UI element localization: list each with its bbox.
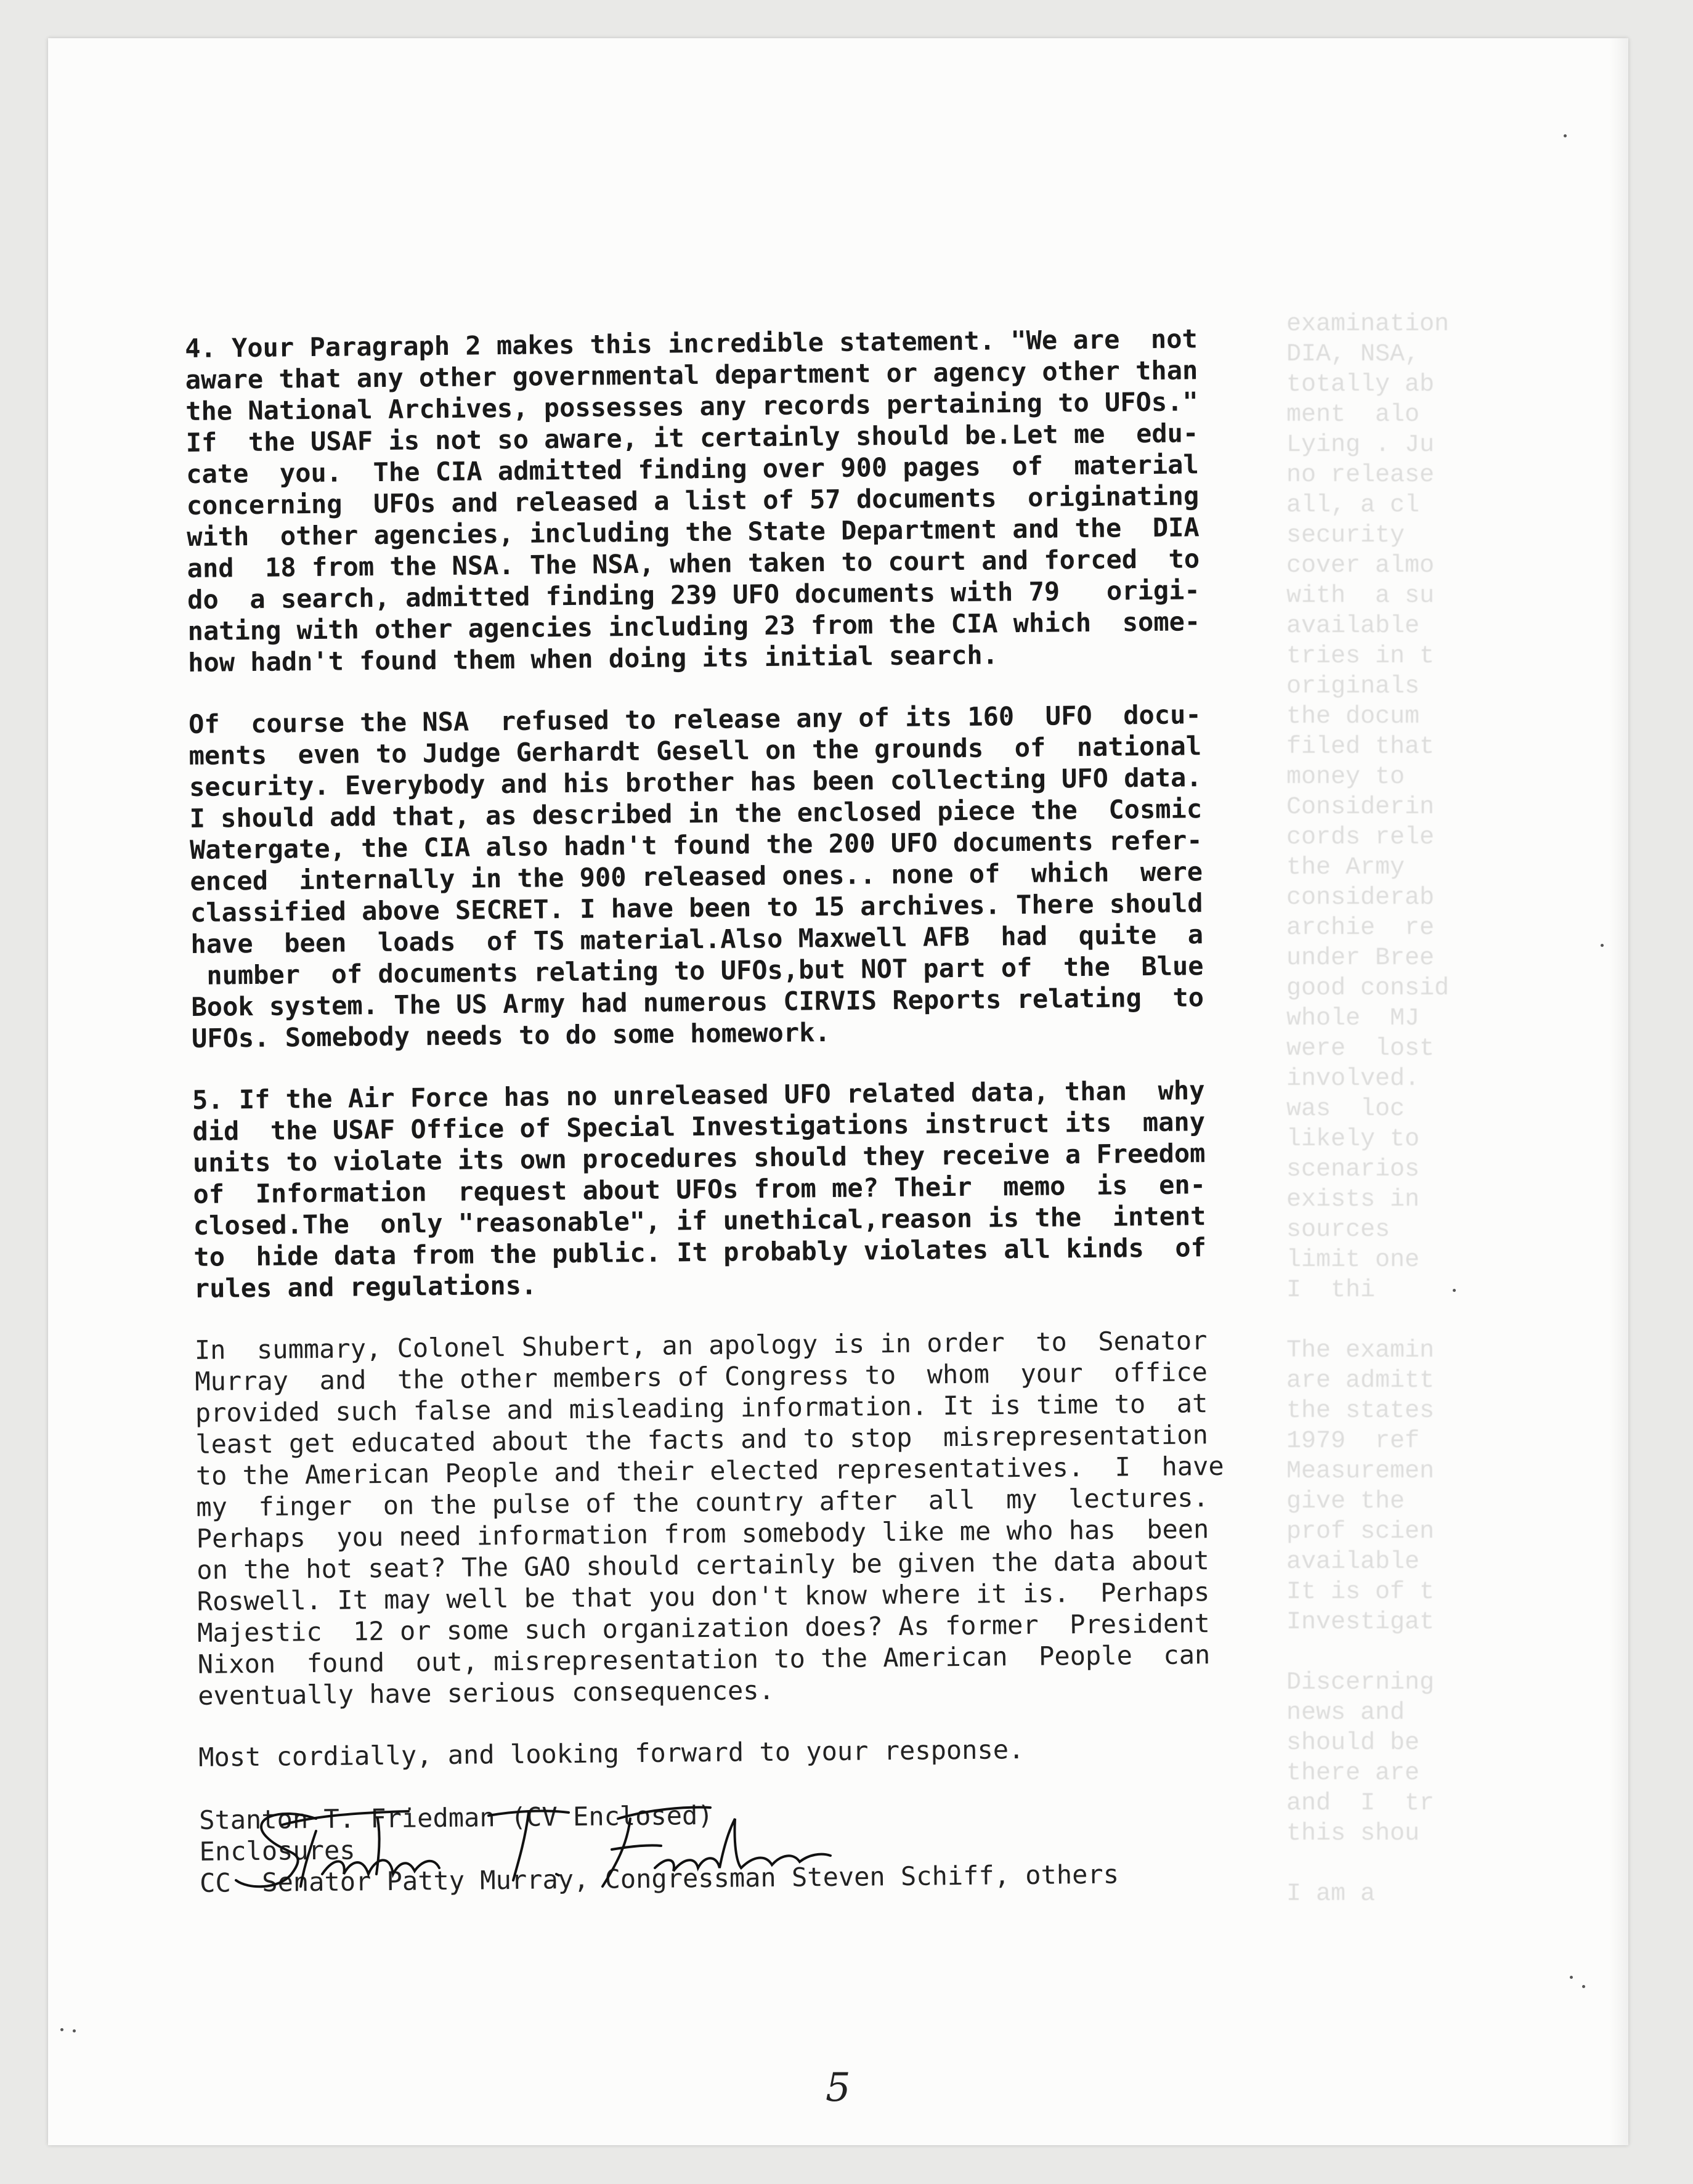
text-line: 5. If the Air Force has no unreleased UFO related data, than why	[192, 1075, 1205, 1115]
text-line: nating with other agencies including 23 from the CIA which some-	[187, 606, 1201, 646]
text-line: enced internally in the 900 released ones.. none of which were	[190, 856, 1203, 896]
text-line: least get educated about the facts and to stop misrepresentation	[195, 1419, 1209, 1459]
bleed-line: the Army	[1286, 854, 1405, 882]
bleed-line: archie re	[1286, 914, 1435, 942]
bleed-line: sources	[1286, 1216, 1391, 1244]
bleed-line: the docum	[1286, 703, 1420, 731]
text-line: do a search, admitted finding 239 UFO documents with 79 origi-	[187, 575, 1200, 615]
text-line: eventually have serious consequences.	[198, 1675, 775, 1711]
bleed-line: considerab	[1286, 884, 1435, 912]
bleed-line: I am a	[1286, 1880, 1376, 1908]
scan-speck	[60, 2028, 63, 2031]
scan-speck	[73, 2029, 76, 2032]
bleed-line: involved.	[1286, 1065, 1420, 1093]
bleed-line: good consid	[1286, 975, 1450, 1002]
text-line: how hadn't found them when doing its initial search.	[187, 639, 999, 678]
bleed-line: Lying . Ju	[1286, 431, 1435, 459]
text-line: Of course the NSA refused to release any of its 160 UFO docu-	[188, 699, 1201, 739]
page-number: 5	[826, 2065, 851, 2111]
text-line: Roswell. It may well be that you don't know where it is. Perhaps	[197, 1577, 1210, 1617]
bleed-line: DIA, NSA,	[1286, 341, 1420, 368]
text-line: UFOs. Somebody needs to do some homework.	[191, 1017, 830, 1053]
bleed-line: were lost	[1286, 1035, 1435, 1063]
text-line: number of documents relating to UFOs,but NOT part of the Blue	[190, 951, 1204, 991]
bleed-line: no release	[1286, 461, 1435, 489]
scan-speck	[1570, 1976, 1573, 1979]
cc-line: CC Senator Patty Murray, Congressman Steven Schiff, others	[199, 1859, 1119, 1898]
text-line: In summary, Colonel Shubert, an apology is in order to Senator	[194, 1325, 1208, 1365]
text-line: classified above SECRET. I have been to 15 archives. There should	[190, 888, 1203, 928]
paragraph-4	[185, 321, 1420, 678]
text-line: Majestic 12 or some such organization does? As former President	[197, 1608, 1211, 1648]
bleed-line: likely to	[1286, 1126, 1420, 1153]
bleed-line: Considerin	[1286, 794, 1435, 821]
bleed-line: cover almo	[1286, 552, 1435, 580]
text-line: with other agencies, including the State Department and the DIA	[186, 512, 1200, 552]
bleed-line: 1979 ref	[1286, 1427, 1420, 1455]
paragraph-nsa	[189, 697, 1424, 1054]
scan-speck	[1582, 1985, 1585, 1988]
bleed-line: prof scien	[1286, 1518, 1435, 1546]
bleed-line: security	[1286, 522, 1405, 550]
text-line: Watergate, the CIA also hadn't found the 200 UFO documents refer-	[189, 825, 1203, 865]
text-line: to the American People and their elected representatives. I have	[195, 1450, 1224, 1491]
text-line: Perhaps you need information from somebody like me who has been	[196, 1514, 1209, 1554]
bleed-line: totally ab	[1286, 371, 1435, 399]
bleed-line: Measuremen	[1286, 1458, 1435, 1485]
bleed-line: and I tr	[1286, 1790, 1435, 1817]
handwritten-signature	[224, 1782, 840, 1905]
signer-line: Stanton T. Friedman (CV Enclosed)	[198, 1800, 713, 1835]
bleed-line: the states	[1286, 1397, 1435, 1425]
text-line: the National Archives, possesses any records pertaining to UFOs."	[185, 386, 1198, 426]
text-line: provided such false and misleading information. It is time to at	[195, 1388, 1208, 1428]
bleed-line: this shou	[1286, 1820, 1420, 1848]
bleed-line: The examin	[1286, 1337, 1435, 1365]
bleed-line: available	[1286, 612, 1420, 640]
bleed-line: whole MJ	[1286, 1005, 1420, 1033]
bleed-line: Discerning	[1286, 1669, 1435, 1697]
bleed-line: examination	[1286, 311, 1450, 338]
text-line: have been loads of TS material.Also Maxwell AFB had quite a	[190, 919, 1204, 959]
bleed-line: scenarios	[1286, 1156, 1420, 1183]
paragraph-5	[192, 1073, 1426, 1304]
bleed-line: was loc	[1286, 1095, 1405, 1123]
bleed-line: I thi	[1286, 1277, 1376, 1304]
text-line: of Information request about UFOs from me? Their memo is en-	[193, 1169, 1206, 1209]
text-line: aware that any other governmental department or agency other than	[185, 355, 1198, 395]
bleed-line: exists in	[1286, 1186, 1420, 1214]
bleed-line: news and	[1286, 1699, 1405, 1727]
bleed-line: Investigat	[1286, 1609, 1435, 1636]
text-line: did the USAF Office of Special Investigations instruct its many	[192, 1106, 1206, 1147]
bleed-line: It is of t	[1286, 1578, 1435, 1606]
text-line: Nixon found out, misrepresentation to the American People can	[197, 1639, 1211, 1679]
bleed-line: cords rele	[1286, 824, 1435, 851]
text-line: If the USAF is not so aware, it certainly should be.Let me edu-	[185, 418, 1199, 458]
bleed-line: ment alo	[1286, 401, 1420, 429]
bleed-line: under Bree	[1286, 944, 1435, 972]
bleed-line: limit one	[1286, 1246, 1420, 1274]
bleed-line: give the	[1286, 1488, 1405, 1516]
text-line: Book system. The US Army had numerous CIRVIS Reports relating to	[191, 982, 1204, 1022]
bleed-line: filed that	[1286, 733, 1435, 761]
text-line: my finger on the pulse of the country after all my lectures.	[196, 1482, 1209, 1522]
text-line: security. Everybody and his brother has been collecting UFO data.	[189, 762, 1202, 802]
bleed-line: originals	[1286, 673, 1420, 700]
scan-speck	[1564, 134, 1567, 137]
text-line: on the hot seat? The GAO should certainly be given the data about	[197, 1545, 1210, 1585]
text-line: 4. Your Paragraph 2 makes this incredible statement. "We are not	[185, 323, 1198, 363]
scan-speck	[1601, 944, 1604, 947]
paragraph-summary	[195, 1323, 1431, 1711]
closing-line: Most cordially, and looking forward to your response.	[198, 1734, 1025, 1772]
enclosures-line: Enclosures	[199, 1835, 355, 1867]
letter-body	[185, 321, 1432, 1899]
text-line: Murray and the other members of Congress to whom your office	[195, 1357, 1208, 1397]
bleed-line: with a su	[1286, 582, 1435, 610]
bleed-line: there are	[1286, 1760, 1420, 1787]
bleed-line: are admitt	[1286, 1367, 1435, 1395]
text-line: cate you. The CIA admitted finding over 900 pages of material	[185, 449, 1199, 489]
text-line: concerning UFOs and released a list of 57 documents originating	[186, 481, 1200, 521]
text-line: and 18 from the NSA. The NSA, when taken to court and forced to	[187, 543, 1200, 583]
text-line: rules and regulations.	[193, 1270, 537, 1304]
bleed-line: available	[1286, 1548, 1420, 1576]
bleed-line: money to	[1286, 763, 1405, 791]
text-line: ments even to Judge Gerhardt Gesell on the grounds of national	[189, 731, 1202, 771]
text-line: units to violate its own procedures should they receive a Freedom	[192, 1138, 1206, 1178]
text-line: to hide data from the public. It probably violates all kinds of	[193, 1232, 1207, 1272]
text-line: I should add that, as described in the enclosed piece the Cosmic	[189, 794, 1203, 834]
bleed-line: tries in t	[1286, 643, 1435, 670]
bleed-line: should be	[1286, 1729, 1420, 1757]
scan-speck	[1453, 1289, 1456, 1292]
bleed-line: all, a cl	[1286, 492, 1420, 519]
document-page	[48, 38, 1628, 2145]
text-line: closed.The only "reasonable", if unethical,reason is the intent	[193, 1201, 1206, 1241]
